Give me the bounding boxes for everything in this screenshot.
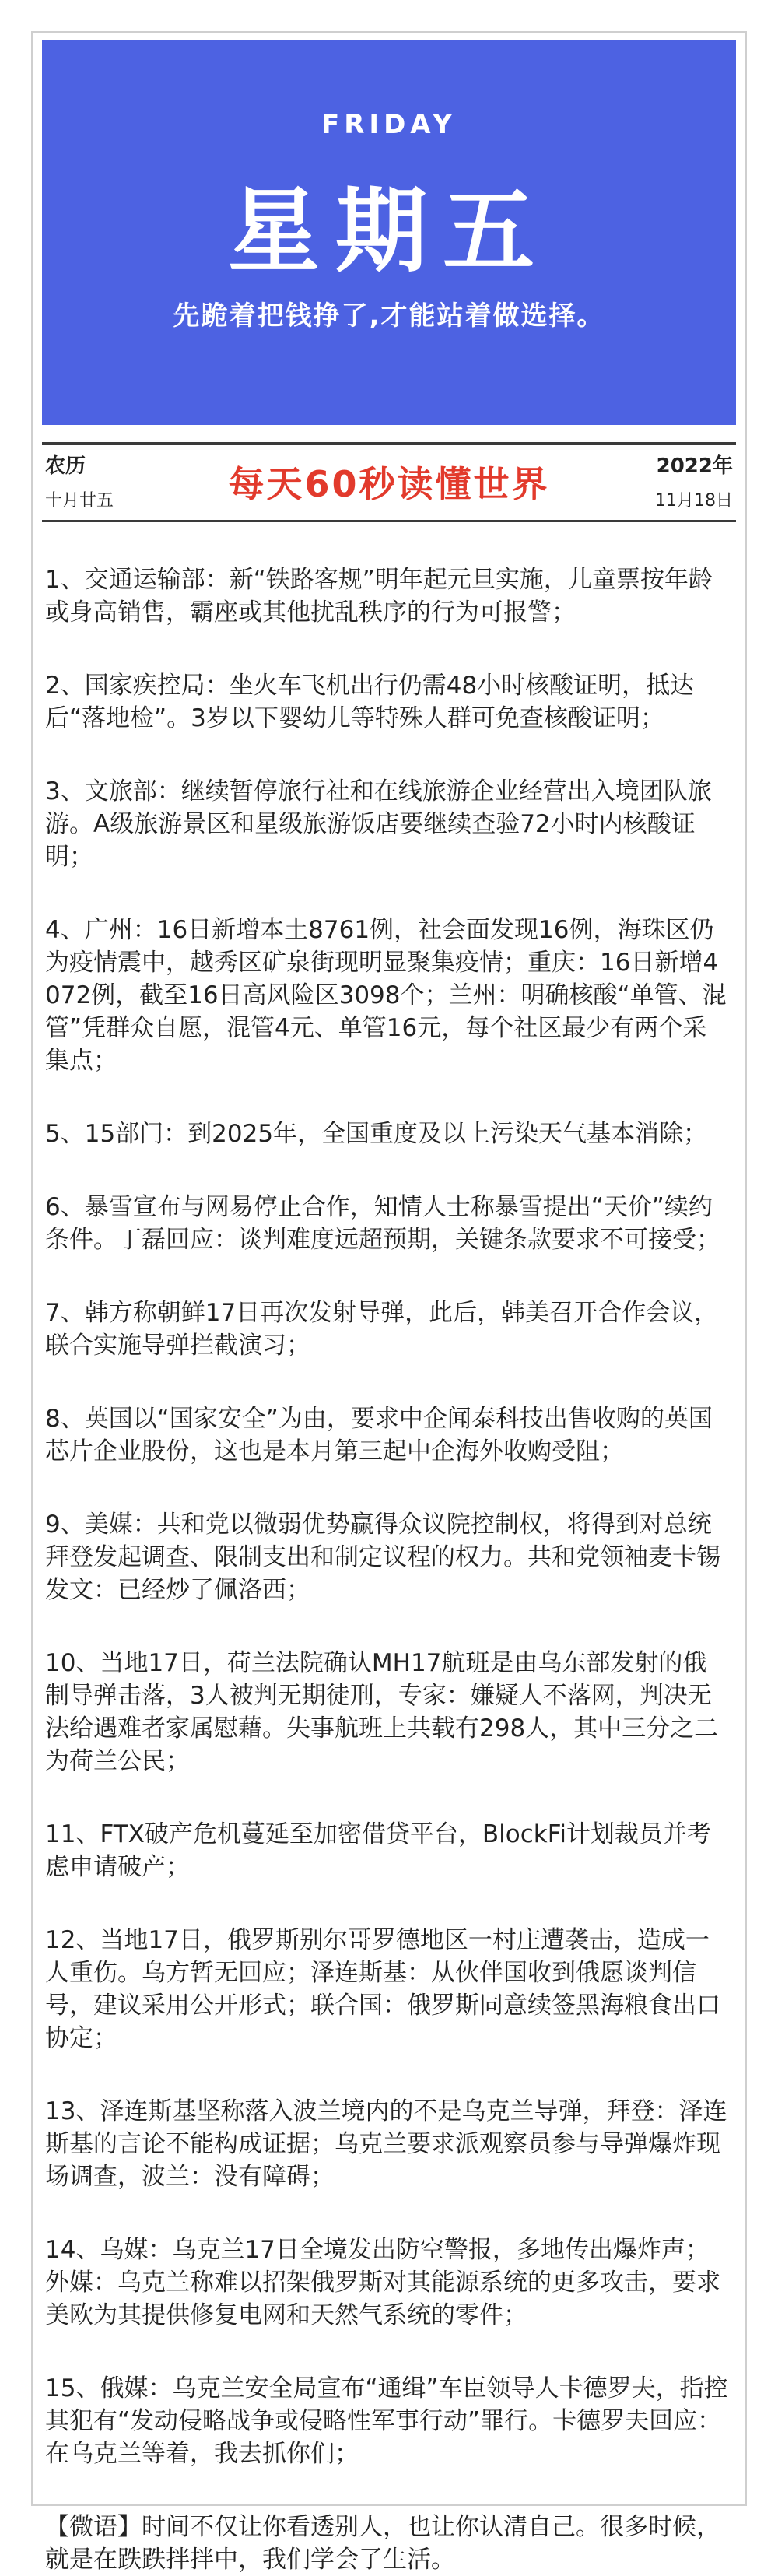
divider-bottom (42, 520, 736, 522)
news-item: 9、美媒：共和党以微弱优势赢得众议院控制权，将得到对总统拜登发起调查、限制支出和制定议程的权力。共和党领袖麦卡锡发文：已经炒了佩洛西； (45, 1511, 720, 1604)
lunar-date: 十月廿五 (45, 491, 114, 511)
day-english: FRIDAY (321, 109, 457, 140)
news-item: 13、泽连斯基坚称落入波兰境内的不是乌克兰导弹，拜登：泽连斯基的言论不能构成证据；乌克兰要求派观察员参与导弹爆炸现场调查，波兰：没有障碍； (45, 2097, 727, 2191)
divider-top (42, 442, 736, 445)
news-item: 6、暴雪宣布与网易停止合作，知情人士称暴雪提出“天价”续约条件。丁磊回应：谈判难度远超预期，关键条款要求不可接受； (45, 1193, 720, 1254)
day-banner (42, 40, 736, 425)
year: 2022年 (656, 454, 733, 478)
news-item: 5、15部门：到2025年，全国重度及以上污染天气基本消除； (45, 1120, 708, 1148)
news-item: 2、国家疾控局：坐火车飞机出行仍需48小时核酸证明，抵达后“落地检”。3岁以下婴幼儿等特殊人群可免查核酸证明； (45, 672, 695, 732)
date: 11月18日 (655, 491, 733, 511)
slogan: 先跪着把钱挣了,才能站着做选择。 (173, 300, 605, 332)
daily-quote: 【微语】时间不仅让你看透别人，也让你认清自己。很多时候，就是在跌跌拌拌中，我们学会了生活。 (45, 2513, 720, 2574)
news-list (45, 563, 730, 2576)
news-item: 15、俄媒：乌克兰安全局宣布“通缉”车臣领导人卡德罗夫，指控其犯有“发动侵略战争或侵略性军事行动”罪行。卡德罗夫回应：在乌克兰等着，我去抓你们； (45, 2374, 728, 2468)
news-item: 7、韩方称朝鲜17日再次发射导弹，此后，韩美召开合作会议，联合实施导弹拦截演习； (45, 1299, 719, 1360)
news-item: 4、广州：16日新增本土8761例，社会面发现16例，海珠区仍为疫情震中，越秀区矿泉街现明显聚集疫情；重庆：16日新增4072例，截至16日高风险区3098个；兰州：明确核酸“单管、混管”凭群众自愿，混管4元、单管16元，每个社区最少有两个采集点； (45, 916, 727, 1075)
news-item: 1、交通运输部：新“铁路客规”明年起元旦实施，儿童票按年龄或身高销售，霸座或其他扰乱秩序的行为可报警； (45, 566, 713, 626)
page-title: 每天60秒读懂世界 (228, 463, 550, 505)
lunar-label: 农历 (45, 454, 86, 478)
news-item: 12、当地17日，俄罗斯别尔哥罗德地区一村庄遭袭击，造成一人重伤。乌方暂无回应；泽连斯基：从伙伴国收到俄愿谈判信号，建议采用公开形式；联合国：俄罗斯同意续签黑海粮食出口协定； (45, 1926, 720, 2052)
news-item: 10、当地17日，荷兰法院确认MH17航班是由乌东部发射的俄制导弹击落，3人被判无期徒刑，专家：嫌疑人不落网，判决无法给遇难者家属慰藉。失事航班上共载有298人，其中三分之二为荷兰公民； (45, 1649, 719, 1775)
day-chinese: 星期五 (227, 177, 550, 285)
news-item: 8、英国以“国家安全”为由，要求中企闻泰科技出售收购的英国芯片企业股份，这也是本月第三起中企海外收购受阻； (45, 1405, 713, 1465)
news-item: 11、FTX破产危机蔓延至加密借贷平台，BlockFi计划裁员并考虑申请破产； (45, 1820, 711, 1881)
news-item: 14、乌媒：乌克兰17日全境发出防空警报，多地传出爆炸声；外媒：乌克兰称难以招架俄罗斯对其能源系统的更多攻击，要求美欧为其提供修复电网和天然气系统的零件； (45, 2236, 720, 2329)
news-item: 3、文旅部：继续暂停旅行社和在线旅游企业经营出入境团队旅游。A级旅游景区和星级旅游饭店要继续查验72小时内核酸证明； (45, 777, 712, 871)
